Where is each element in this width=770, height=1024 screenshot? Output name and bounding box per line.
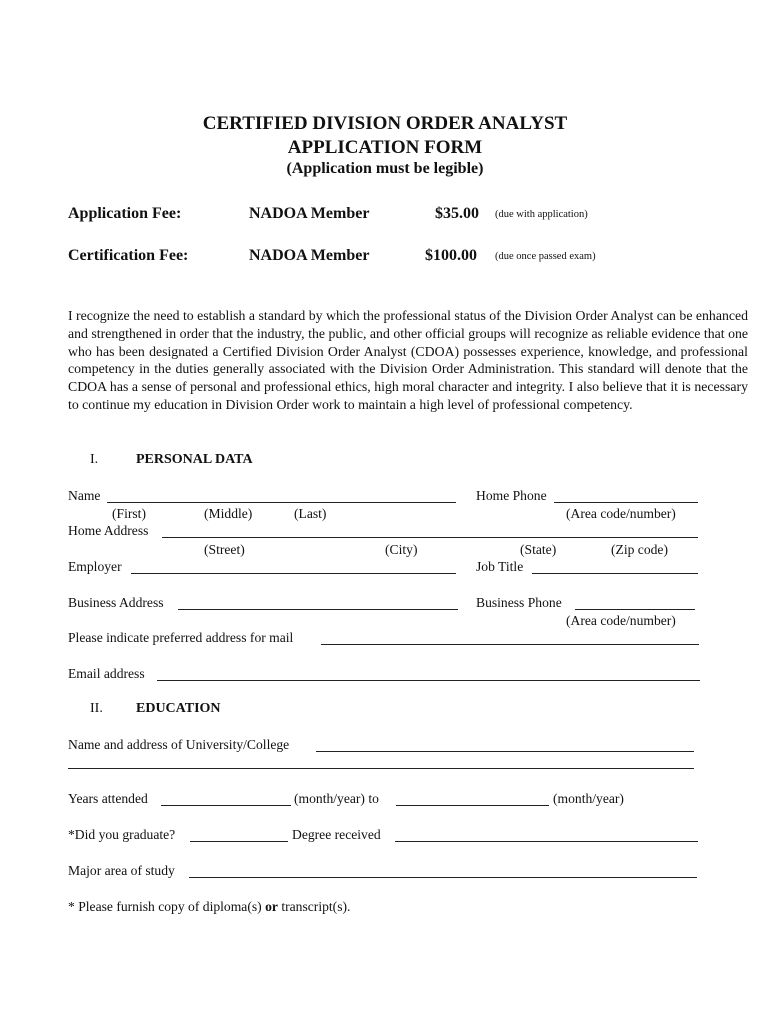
application-fee-amount: $35.00	[435, 205, 479, 222]
form-title-line2: APPLICATION FORM	[287, 137, 483, 158]
certification-fee-amount: $100.00	[425, 247, 477, 264]
footnote-post: transcript(s).	[281, 899, 351, 914]
address-street-caption: (Street)	[204, 542, 245, 557]
years-start-field[interactable]	[161, 805, 291, 806]
footnote-or: or	[265, 899, 278, 914]
business-phone-caption: (Area code/number)	[566, 613, 676, 628]
home-phone-label: Home Phone	[476, 488, 547, 503]
application-fee-note: (due with application)	[495, 209, 588, 220]
section1-numeral: I.	[90, 452, 99, 467]
preferred-address-field[interactable]	[321, 644, 699, 645]
employer-label: Employer	[68, 559, 122, 574]
certification-fee-member: NADOA Member	[249, 247, 370, 264]
address-city-caption: (City)	[385, 542, 418, 557]
degree-label: Degree received	[292, 827, 381, 842]
address-state-caption: (State)	[520, 542, 557, 557]
years-end-field[interactable]	[396, 805, 549, 806]
application-fee-member: NADOA Member	[249, 205, 370, 222]
university-label: Name and address of University/College	[68, 737, 290, 752]
name-field[interactable]	[107, 502, 456, 503]
section1-heading: PERSONAL DATA	[136, 452, 253, 467]
footnote-pre: * Please furnish copy of diploma(s)	[68, 899, 262, 914]
certification-fee-note: (due once passed exam)	[495, 251, 596, 262]
name-last-caption: (Last)	[294, 506, 327, 521]
employer-field[interactable]	[131, 573, 456, 574]
home-phone-caption: (Area code/number)	[566, 506, 676, 521]
name-middle-caption: (Middle)	[204, 506, 253, 521]
footnote	[68, 899, 350, 915]
degree-field[interactable]	[395, 841, 698, 842]
home-address-label: Home Address	[68, 523, 149, 538]
certification-fee-label: Certification Fee:	[68, 247, 189, 264]
home-phone-field[interactable]	[554, 502, 698, 503]
form-title-line1: CERTIFIED DIVISION ORDER ANALYST	[202, 113, 568, 134]
business-phone-label: Business Phone	[476, 595, 562, 610]
application-fee-label: Application Fee:	[68, 205, 182, 222]
years-attended-label: Years attended	[68, 791, 148, 806]
preferred-address-label: Please indicate preferred address for mail	[68, 630, 294, 645]
address-zip-caption: (Zip code)	[611, 542, 668, 557]
home-address-field[interactable]	[162, 537, 698, 538]
email-field[interactable]	[157, 680, 700, 681]
section2-numeral: II.	[90, 701, 103, 716]
name-label: Name	[68, 488, 101, 503]
graduate-field[interactable]	[190, 841, 288, 842]
section2-heading: EDUCATION	[136, 701, 221, 716]
month-year-to-caption: (month/year) to	[294, 791, 379, 806]
business-address-label: Business Address	[68, 595, 164, 610]
business-address-field[interactable]	[178, 609, 458, 610]
email-label: Email address	[68, 666, 145, 681]
name-first-caption: (First)	[112, 506, 146, 521]
month-year-end-caption: (month/year)	[553, 791, 624, 806]
major-field[interactable]	[189, 877, 697, 878]
major-label: Major area of study	[68, 863, 175, 878]
job-title-label: Job Title	[476, 559, 524, 574]
business-phone-field[interactable]	[575, 609, 695, 610]
form-subtitle: (Application must be legible)	[286, 160, 484, 177]
graduate-label: *Did you graduate?	[68, 827, 176, 842]
university-field[interactable]	[316, 751, 694, 752]
job-title-field[interactable]	[532, 573, 698, 574]
statement-paragraph: I recognize the need to establish a standard by which the professional status of the Division Order Analyst can be enhanced and strengthened in order that the industry, the public, and other official groups will recognize as reliable evidence that one who has been designated a Certified Division Order Analyst (CDOA) possesses experience, knowledge, and professional competency in the duties generally associated with the Division Order Administration. This standard will denote that the CDOA has a sense of personal and professional ethics, high moral character and integrity. I also believe that it is necessary to continue my education in Division Order work to maintain a high level of professional competency.	[68, 308, 748, 412]
university-field-line2[interactable]	[68, 768, 694, 769]
